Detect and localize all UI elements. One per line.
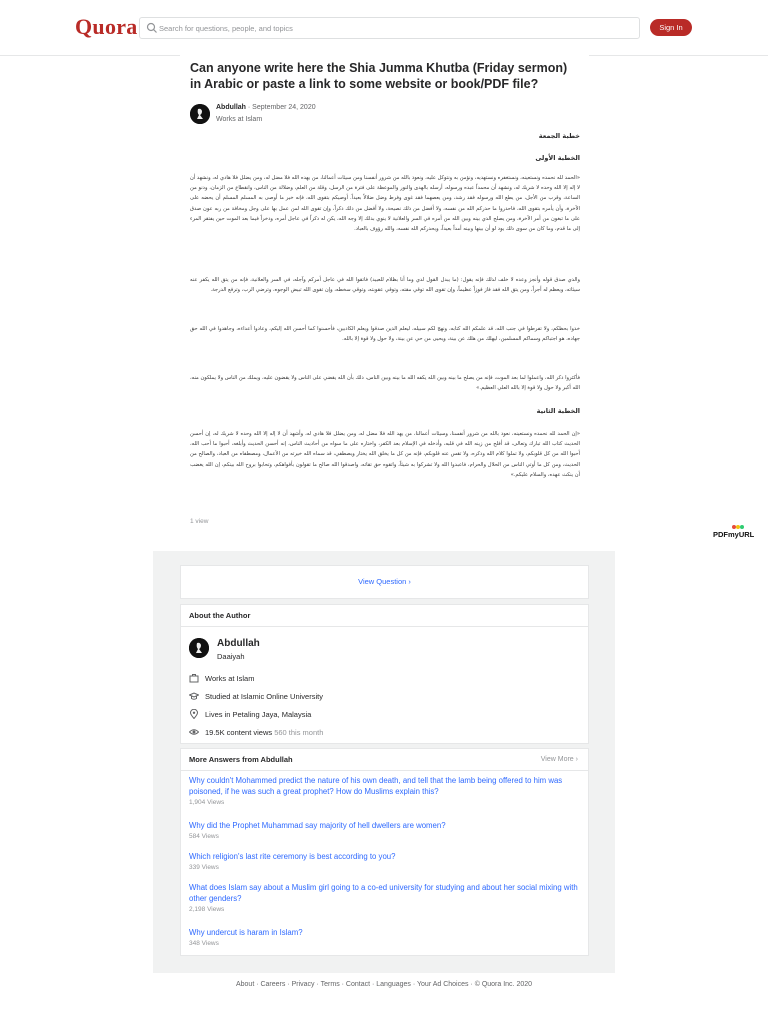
answer-date: · September 24, 2020 bbox=[245, 104, 316, 111]
about-views-month: 560 this month bbox=[272, 728, 324, 737]
answer-views: 1,904 Views bbox=[189, 799, 225, 806]
answer-paragraph: خذوا بحظكم، ولا تفرطوا في جنب الله، قد علمكم الله كتابه، ونهج لكم سبيله، ليعلم الذين صدقوا ويعلم الكاذبين، فأحسنوا كما أحسن الله إليكم، وعادوا أعداءه، وجاهدوا في الله حق جهاده، هو اجتباكم وسماكم المسلمين، ليهلك من هلك عن بينة، ويحيى من حي عن بينة، ولا حول ولا قوة إلا بالله. bbox=[190, 326, 580, 343]
avatar-icon bbox=[190, 104, 210, 124]
about-name[interactable]: Abdullah bbox=[217, 638, 260, 649]
list-item bbox=[189, 927, 584, 947]
list-item bbox=[189, 775, 584, 806]
answer-link[interactable]: Why couldn't Mohammed predict the nature of his own death, and tell that the lamb being offered to him was poisoned, if he was such a great prophet? How do Muslims explain this? bbox=[189, 776, 563, 796]
answer-views: 339 Views bbox=[189, 864, 219, 871]
view-more-link[interactable]: View More › bbox=[540, 756, 578, 763]
answer-heading-second: الخطبة الثانية bbox=[536, 407, 580, 415]
view-question-link[interactable]: View Question › bbox=[358, 577, 411, 586]
sign-in-button[interactable]: Sign In bbox=[650, 19, 692, 36]
answer-link[interactable]: Why undercut is haram in Islam? bbox=[189, 928, 303, 937]
question-title[interactable]: Can anyone write here the Shia Jumma Khutba (Friday sermon) in Arabic or paste a link to some website or book/PDF file? bbox=[190, 61, 568, 91]
avatar-icon bbox=[189, 638, 209, 658]
quora-logo[interactable]: Quora bbox=[75, 14, 138, 39]
location-pin-icon bbox=[189, 709, 199, 719]
answer-paragraph: «الحمد لله نحمده ونستعينه، ونستغفره ونستهديه، ونؤمن به ونتوكل عليه، ونعوذ بالله من شرور أنفسنا ومن سيئات أعمالنا، من يهده الله فلا مضل له، ومن يضلل فلا هادي له، ونشهد أن لا إله إلا الله وحده لا شريك له، ونشهد أن محمداً عبده ورسوله، أرسله بالهدى والنور والموعظة على فترة من الرسل، وقلة من العلم، وضلالة من الناس، وانقطاع من الزمان، ودنو من الساعة، وقرب من الأجل، من يطع الله ورسوله فقد رشد، ومن يعصهما فقد غوى وفرط وضل ضلالاً بعيداً. أوصيكم بتقوى الله، فإنه خير ما أوصى به المسلم المسلم أن يحضه على الآخرة، وأن يأمره بتقوى الله، فاحذروا ما حذركم الله من نفسه، ولا أفضل من ذلك نصيحة، ولا أفضل من ذلك ذكراً، وإن تقوى الله لمن عمل بها على وجل ومخافة من ربه عون صدق على ما تبغون من أمر الآخرة، ومن يصلح الذي بينه وبين الله من أمره في السر والعلانية لا ينوي بذلك إلا وجه الله، يكن له ذكراً في عاجل أمره، وذخراً فيما بعد الموت حين يفتقر المرء إلى ما قدم، وما كان من سوى ذلك يود لو أن بينها وبينه أمداً بعيداً، ويحذركم الله نفسه، والله رؤوف بالعباد. bbox=[190, 175, 580, 233]
about-work: Works at Islam bbox=[205, 674, 255, 683]
answer-views: 2,198 Views bbox=[189, 906, 225, 913]
about-work-row bbox=[189, 673, 254, 683]
about-location: Lives in Petaling Jaya, Malaysia bbox=[205, 710, 312, 719]
more-answers-title: More Answers from Abdullah bbox=[189, 755, 293, 764]
answer-views: 348 Views bbox=[189, 940, 219, 947]
view-more-label: View More bbox=[540, 756, 574, 763]
answer-link[interactable]: Why did the Prophet Muhammad say majority of hell dwellers are women? bbox=[189, 821, 446, 830]
answer-card bbox=[180, 46, 589, 551]
about-location-row bbox=[189, 709, 311, 719]
answer-views: 584 Views bbox=[189, 833, 219, 840]
about-author-box bbox=[180, 604, 589, 744]
author-credential: Works at Islam bbox=[216, 116, 263, 123]
view-count: 1 view bbox=[190, 518, 209, 525]
more-answers-box bbox=[180, 748, 589, 956]
author-avatar[interactable] bbox=[190, 104, 210, 124]
about-avatar[interactable] bbox=[189, 638, 209, 658]
about-views-row bbox=[189, 727, 323, 737]
about-heading: About the Author bbox=[181, 605, 588, 627]
pdf-badge: PDFmyURL bbox=[713, 530, 755, 539]
briefcase-icon bbox=[189, 673, 199, 683]
more-answers-heading bbox=[181, 749, 588, 771]
graduation-cap-icon bbox=[189, 691, 199, 701]
answer-paragraph: «إن الحمد لله نحمده ونستعينه، نعوذ بالله من شرور أنفسنا، وسيئات أعمالنا، من يهد الله فلا مضل له، ومن يضلل فلا هادي له، وأشهد أن لا إله إلا الله وحده لا شريك له، إن أحسن الحديث كتاب الله تبارك وتعالى، قد أفلح من زينه الله في قلبه، وأدخله في الإسلام بعد الكفر، واختاره على ما سواه من أحاديث الناس، إنه أحسن الحديث وأبلغه، أحبوا ما أحب الله، أحبوا الله من كل قلوبكم، ولا تملوا كلام الله وذكره، ولا تقس عنه قلوبكم، فإنه من كل ما يخلق الله يختار ويصطفي، قد سماه الله خيرته من الأعمال، ومصطفاه من العباد، والصالح من الحديث، ومن كل ما أوتي الناس من الحلال والحرام، فاعبدوا الله ولا تشركوا به شيئاً، واتقوه حق تقاته، واصدقوا الله صالح ما تقولون بأفواهكم، وتحابوا بروح الله بينكم، إن الله يغضب أن ينكث عهده، والسلام عليكم.» bbox=[190, 431, 580, 478]
author-name[interactable]: Abdullah bbox=[216, 104, 246, 111]
footer-links[interactable]: About · Careers · Privacy · Terms · Contact · Languages · Your Ad Choices · © Quora Inc. 2020 bbox=[235, 981, 533, 988]
view-question-label: View Question bbox=[358, 577, 407, 586]
answer-paragraph: فأكثروا ذكر الله، واعملوا لما بعد الموت، فإنه من يصلح ما بينه وبين الله يكفه الله ما بينه وبين الناس، ذلك بأن الله يقضي على الناس ولا يقضون عليه، ويملك من الناس ولا يملكون منه، الله أكبر ولا حول ولا قوة إلا بالله العلي العظيم.» bbox=[190, 375, 580, 392]
search-icon bbox=[146, 22, 158, 34]
answer-heading-first: الخطبة الأولى bbox=[535, 154, 580, 162]
answer-heading-main: خطبة الجمعة bbox=[538, 132, 580, 140]
about-study-row bbox=[189, 691, 323, 701]
list-item bbox=[189, 851, 584, 871]
answer-link[interactable]: Which religion's last rite ceremony is best according to you? bbox=[189, 852, 396, 861]
view-question-bar[interactable] bbox=[180, 565, 589, 599]
author-line bbox=[216, 104, 316, 111]
about-views-total: 19.5K content views bbox=[205, 728, 273, 737]
answer-paragraph: والذي صدق قوله وأنجز وعده لا خلف لذلك فإنه يقول: (ما يبدل القول لدي وما أنا بظلام للعبيد) فاتقوا الله في عاجل أمركم وآجله، في السر والعلانية، فإنه من يتق الله يكفر عنه سيئاته، ويعظم له أجراً، ومن يتق الله فقد فاز فوزاً عظيماً، وإن تقوى الله توقي مقته، وتوقي عقوبته، وتوقي سخطه، وإن تقوى الله تبيض الوجوه، وترضي الرب، وترفع الدرجة. bbox=[190, 277, 580, 294]
answer-link[interactable]: What does Islam say about a Muslim girl going to a co-ed university for studying and about her social mixing with other genders? bbox=[189, 883, 578, 903]
about-credential: Daaiyah bbox=[217, 652, 245, 661]
list-item bbox=[189, 882, 584, 913]
list-item bbox=[189, 820, 584, 840]
about-study: Studied at Islamic Online University bbox=[205, 692, 323, 701]
search-input[interactable] bbox=[159, 18, 629, 38]
search-bar[interactable] bbox=[139, 17, 640, 39]
eye-icon bbox=[189, 727, 199, 737]
